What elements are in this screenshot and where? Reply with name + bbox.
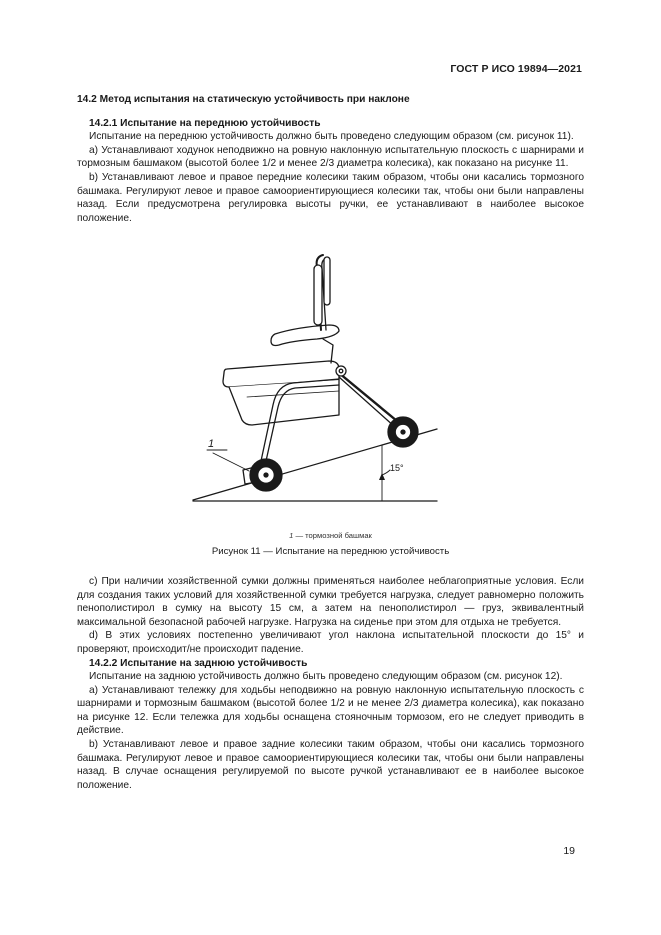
figure-11	[77, 235, 584, 545]
callout-leader	[213, 453, 249, 471]
section-14-2-1-title: 14.2.1 Испытание на переднюю устойчивость	[89, 117, 321, 129]
page-number: 19	[563, 845, 575, 857]
section-14-2-1-item-d: d) В этих условиях постепенно увеличивают угол наклона испытательной плоскости до 15° и проверяют, происходит/не происходит падение.	[77, 630, 584, 655]
section-14-2-1-item-c: с) При наличии хозяйственной сумки должны применяться наиболее неблагоприятные условия. Если для создания таких условий для хозяйственной сумки требуется нагрузка, следует равномерно положить пенополистирол в сумку на высоту 15 см, а затем на пенополистирол — груз, эквивалентный максимальной безопасной рабочей нагрузке. Нагрузка на сиденье при этом для отдыха не требуется.	[77, 575, 584, 628]
section-14-2-2-item-a: а) Устанавливают тележку для ходьбы неподвижно на ровную наклонную испытательную плоскость с шарнирами и тормозным башмаком (высотой более 1/2 и не менее 2/3 диаметра колесика), как показано на рисунке 12. Если тележка для ходьбы оснащена стояночным тормозом, его не следует приводить в действие.	[77, 684, 584, 737]
document-header: ГОСТ Р ИСО 19894—2021	[450, 63, 582, 75]
section-14-2-1-intro: Испытание на переднюю устойчивость должно быть проведено следующим образом (см. рисунок 11).	[89, 131, 574, 143]
front-wheel-axle	[264, 473, 268, 477]
rear-leg	[339, 373, 397, 421]
handle-tube	[314, 265, 322, 325]
rear-wheel-axle	[401, 430, 405, 434]
figure-legend	[77, 529, 584, 543]
angle-label: 15°	[390, 463, 404, 474]
section-14-2-2-title: 14.2.2 Испытание на заднюю устойчивость	[89, 657, 308, 669]
walker-on-slope-drawing	[77, 235, 584, 545]
section-14-2-title: 14.2 Метод испытания на статическую устойчивость при наклоне	[77, 94, 410, 105]
section-14-2-2-item-b: b) Устанавливают левое и правое задние колесики таким образом, чтобы они касались тормозного башмака. Регулируют левое и правое самоориентирующиеся колесики так, чтобы они были направлены назад. В случае оснащения регулируемой по высоте ручкой устанавливают ее в наиболее высокое положение.	[77, 739, 584, 791]
section-14-2-1-item-b: b) Устанавливают левое и правое передние колесики таким образом, чтобы они касались тормозного башмака. Регулируют левое и правое самоориентирующиеся колесики так, чтобы они были направлены назад. Если предусмотрена регулировка высоты ручки, ее устанавливают в наиболее высокое положение.	[77, 171, 584, 224]
legend-text: — тормозной башмак	[293, 531, 372, 541]
page-content	[77, 93, 584, 792]
section-14-2-2-intro: Испытание на заднюю устойчивость должно быть проведено следующим образом (см. рисунок 12).	[89, 671, 563, 683]
callout-number: 1	[208, 438, 215, 451]
angle-arc	[382, 470, 390, 475]
section-14-2-1-item-a: а) Устанавливают ходунок неподвижно на ровную наклонную испытательную плоскость с шарнирами и тормозным башмаком (высотой более 1/2 и менее 2/3 диаметра колесика), как показано на рисунке 11.	[77, 144, 584, 170]
handle-grip	[324, 257, 330, 305]
backrest-support	[323, 339, 333, 363]
figure-caption: Рисунок 11 — Испытание на переднюю устойчивость	[211, 546, 450, 558]
frame-joint	[336, 366, 346, 376]
legend-number: 1	[289, 531, 294, 541]
rear-leg-inner	[339, 377, 395, 427]
